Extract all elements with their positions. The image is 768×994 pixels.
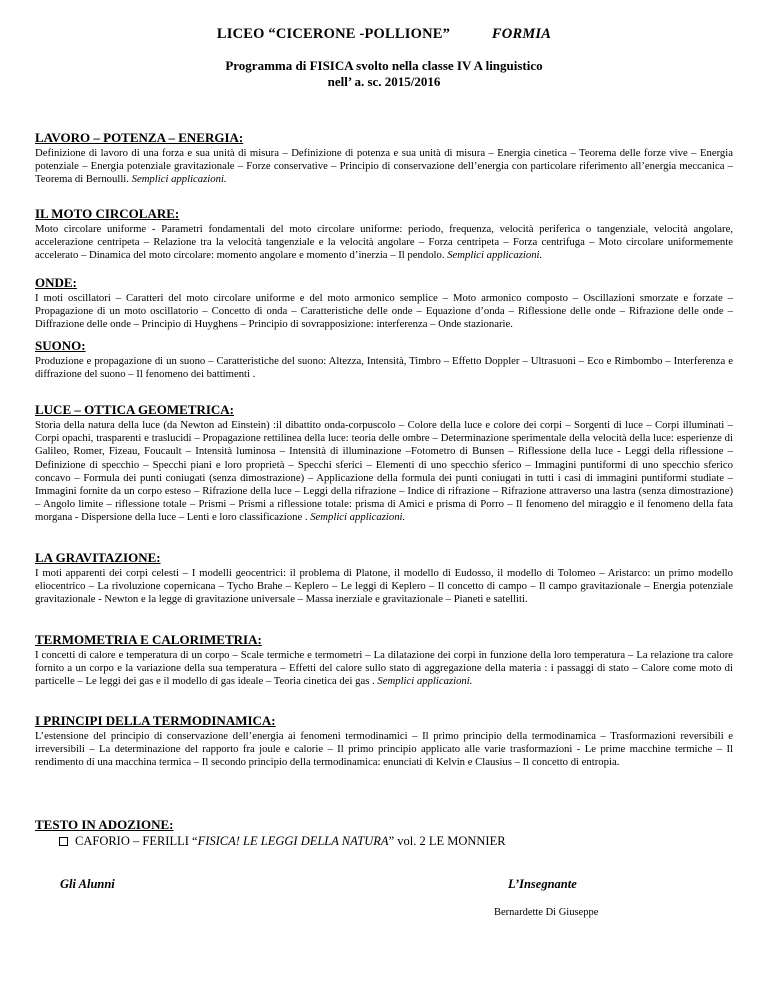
teacher-name: Bernardette Di Giuseppe — [494, 907, 599, 918]
header-programme — [0, 58, 768, 90]
section-onde — [35, 275, 733, 332]
textbook-details: ” vol. 2 LE MONNIER — [388, 834, 506, 848]
section-moto-circolare — [35, 206, 733, 263]
section-text: Definizione di lavoro di una forza e sua unità di misura – Definizione di potenza e sua unità di misura – Energia cinetica – Teorema delle forze vive – Energia potenziale – Energia potenziale gravitazionale – Forze conservative – Principio di conservazione dell’energia con particolare riferimento all’energia meccanica – Teorema di Bernoulli. Semplici applicazioni. — [35, 147, 733, 186]
section-text: Produzione e propagazione di un suono – Caratteristiche del suono: Altezza, Intensità, Timbro – Effetto Doppler – Ultrasuoni – Eco e Rimbombo – Interferenza e diffrazione del suono – Il fenomeno dei battimenti . — [35, 355, 733, 381]
section-title: LAVORO – POTENZA – ENERGIA: — [35, 130, 244, 145]
textbook-book-title: FISICA! LE LEGGI DELLA NATURA — [197, 834, 389, 848]
section-title: LA GRAVITAZIONE: — [35, 550, 161, 565]
section-emphasis: Semplici applicazioni. — [310, 511, 406, 524]
section-title: LUCE – OTTICA GEOMETRICA: — [35, 402, 234, 417]
section-text: Moto circolare uniforme - Parametri fondamentali del moto circolare uniforme: periodo, frequenza, velocità periferica o tangenziale, velocità angolare, accelerazione centripeta – Relazione tra la velocità tangenziale e la velocità angolare – Forza centripeta – Forza centrifuga – Moto circolare uniformemente accelerato – Dinamica del moto circolare: momento angolare e momento d’inerzia – Il pendolo. Semplici applicazioni. — [35, 223, 733, 262]
textbook-title: TESTO IN ADOZIONE: — [35, 817, 174, 832]
section-emphasis: Semplici applicazioni. — [447, 249, 543, 262]
school-year: nell’ a. sc. 2015/2016 — [327, 74, 441, 89]
section-title: TERMOMETRIA E CALORIMETRIA: — [35, 632, 262, 647]
section-suono — [35, 338, 733, 381]
section-title: IL MOTO CIRCOLARE: — [35, 206, 180, 221]
textbook-authors: CAFORIO – FERILLI “ — [75, 834, 198, 848]
programme-title: Programma di FISICA svolto nella classe IV A linguistico — [225, 58, 543, 73]
section-text: I concetti di calore e temperatura di un corpo – Scale termiche e termometri – La dilatazione dei corpi in funzione della loro temperatura – La relazione tra calore fornito a un corpo e la variazione della sua temperatura – Effetti del calore sullo stato di aggregazione della materia : i passaggi di stato – Calore come moto di particelle – Le leggi dei gas e il modello di gas ideale – Teoria cinetica dei gas . Semplici applicazioni. — [35, 649, 733, 688]
header-school-line — [0, 26, 768, 43]
section-emphasis: Semplici applicazioni. — [377, 675, 473, 688]
teacher-signature-label: L’Insegnante — [508, 877, 577, 891]
section-title: ONDE: — [35, 275, 77, 290]
section-luce-ottica — [35, 402, 733, 525]
section-title: I PRINCIPI DELLA TERMODINAMICA: — [35, 713, 276, 728]
checkbox-bullet-icon — [59, 837, 68, 846]
section-text: I moti oscillatori – Caratteri del moto circolare uniforme e del moto armonico semplice – Moto armonico composto – Oscillazioni smorzate e forzate – Propagazione di un moto oscillatorio – Concetto di onda – Caratteristiche delle onde – Equazione d’onda – Riflessione delle onde – Rifrazione delle onde – Diffrazione delle onde – Principio di Huyghens – Principio di sovrapposizione: interferenza – Onde stazionarie. — [35, 292, 733, 331]
section-termodinamica — [35, 713, 733, 770]
students-signature-label: Gli Alunni — [60, 877, 115, 891]
section-text: L’estensione del principio di conservazione dell’energia ai fenomeni termodinamici – Il primo principio della termodinamica – Trasformazioni reversibili e irreversibili – La determinazione del rapporto fra joule e calorie – Il primo principio applicato alle varie trasformazioni - Le prime macchine termiche – Il rendimento di una macchina termica – Il secondo principio della termodinamica: enunciati di Kelvin e Clausius – Il concetto di entropia. — [35, 730, 733, 769]
school-city: FORMIA — [491, 26, 552, 42]
section-text: I moti apparenti dei corpi celesti – I modelli geocentrici: il problema di Platone, il modello di Eudosso, il modello di Tolomeo – Aristarco: un primo modello eliocentrico – La rivoluzione copernicana – Tycho Brahe – Keplero – Le leggi di Keplero – Il concetto di campo – Il campo gravitazionale – Energia potenziale gravitazionale - Newton e la legge di gravitazione universale – Massa inerziale e gravitazionale – Pianeti e satelliti. — [35, 567, 733, 606]
section-emphasis: Semplici applicazioni. — [131, 173, 227, 186]
textbook-section — [35, 817, 733, 849]
section-lavoro-potenza-energia — [35, 130, 733, 187]
textbook-entry — [35, 833, 733, 849]
school-name: LICEO “CICERONE -POLLIONE” — [216, 26, 451, 42]
section-termometria — [35, 632, 733, 689]
section-title: SUONO: — [35, 338, 86, 353]
section-text: Storia della natura della luce (da Newton ad Einstein) :il dibattito onda-corpuscolo – Colore della luce e colore dei corpi – Sorgenti di luce – Corpi illuminati –Corpi opachi, trasparenti e traslucidi – Propagazione rettilinea della luce: teoria delle ombre – Determinazione sperimentale della velocità della luce: esperienze di Galileo, Romer, Fizeau, Foucault – Intensità luminosa – Intensità di illuminazione –Fotometro di Bunsen – Riflessione della luce - Leggi della riflessione – Definizione di specchio – Specchi piani e loro proprietà – Specchi sferici – Elementi di uno specchio sferico – Immagini puntiformi di uno specchio sferico concavo – Formula dei punti coniugati (senza dimostrazione) – Applicazione della formula dei punti coniugati in tutti i casi di immagini puntiformi studiate – Immagini fornite da un corpo esteso – Rifrazione della luce – Leggi della rifrazione – Indice di rifrazione – Rifrazione attraverso una lastra (senza dimostrazione) – Angolo limite – riflessione totale – Prismi – Prismi a riflessione totale: prisma di Amici e prisma di Porro – Il fenomeno del miraggio e il fenomeno della fata morgana - Dispersione della luce – Lenti e loro classificazione . Semplici applicazioni. — [35, 419, 733, 524]
section-gravitazione — [35, 550, 733, 607]
